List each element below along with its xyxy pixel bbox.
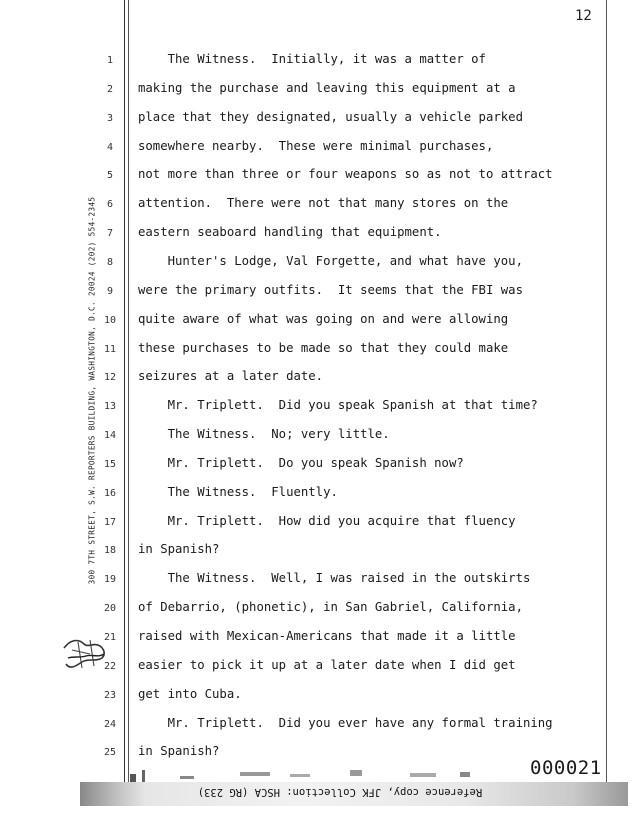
line-number: 9 xyxy=(106,285,114,297)
transcript-line: eastern seaboard handling that equipment. xyxy=(138,225,442,240)
line-number: 16 xyxy=(103,487,117,499)
line-number: 10 xyxy=(103,314,117,326)
transcript-line: place that they designated, usually a vehicle parked xyxy=(138,109,523,124)
line-number: 15 xyxy=(103,458,117,470)
line-number: 23 xyxy=(103,689,117,701)
transcript-line: somewhere nearby. These were minimal purchases, xyxy=(138,138,494,153)
transcript-line: in Spanish? xyxy=(138,744,220,759)
line-number: 14 xyxy=(103,430,117,442)
transcript-line: Hunter's Lodge, Val Forgette, and what have you, xyxy=(138,253,523,268)
line-number: 21 xyxy=(103,632,117,643)
reporter-address-text: 300 7TH STREET, S.W. REPORTERS BUILDING, WASHINGTON, D.C. 20024 (202) 554-2345 xyxy=(87,196,97,584)
transcript-line: quite aware of what was going on and were allowing xyxy=(138,311,509,326)
transcript-line: Mr. Triplett. Did you speak Spanish at that time? xyxy=(138,398,538,413)
document-id: 000021 xyxy=(530,757,602,779)
line-number: 12 xyxy=(103,372,117,384)
transcript-line: Mr. Triplett. Do you speak Spanish now? xyxy=(138,455,464,470)
transcript-line: in Spanish? xyxy=(138,542,220,557)
transcript-line: were the primary outfits. It seems that the FBI was xyxy=(138,282,523,297)
page-number: 12 xyxy=(575,8,592,24)
line-number: 20 xyxy=(103,603,117,615)
transcript-line: seizures at a later date. xyxy=(138,369,324,384)
left-margin-rule xyxy=(124,0,129,800)
transcript-line: attention. There were not that many stores on the xyxy=(138,196,509,211)
transcript-line: The Witness. Well, I was raised in the outskirts xyxy=(138,571,531,586)
line-number: 18 xyxy=(103,545,117,557)
line-number: 8 xyxy=(106,256,114,268)
transcript-line: these purchases to be made so that they could make xyxy=(138,340,509,355)
line-number: 17 xyxy=(103,516,117,528)
transcript-line: get into Cuba. xyxy=(138,686,242,701)
line-number: 3 xyxy=(106,112,114,124)
line-number: 2 xyxy=(106,83,114,95)
reference-copy-note: Reference copy, JFK Collection: HSCA (RG 233) xyxy=(197,786,483,798)
line-number: 25 xyxy=(103,747,117,759)
transcript-line: Mr. Triplett. Did you ever have any formal training xyxy=(138,715,553,730)
transcript-line: Mr. Triplett. How did you acquire that fluency xyxy=(138,513,516,528)
line-number: 19 xyxy=(103,574,117,586)
line-number: 22 xyxy=(103,660,117,672)
transcript-line: easier to pick it up at a later date when I did get xyxy=(138,657,516,672)
line-number: 4 xyxy=(106,141,114,153)
line-number: 6 xyxy=(106,199,114,211)
right-margin-rule xyxy=(606,0,607,790)
transcript-line: raised with Mexican-Americans that made it a little xyxy=(138,629,516,643)
line-number: 24 xyxy=(103,718,117,730)
line-number: 5 xyxy=(106,170,114,182)
transcript-line: of Debarrio, (phonetic), in San Gabriel, California, xyxy=(138,600,523,615)
line-number: 1 xyxy=(106,55,114,66)
transcript-line: The Witness. Fluently. xyxy=(138,484,338,499)
line-number: 7 xyxy=(106,228,114,240)
transcript-line: making the purchase and leaving this equipment at a xyxy=(138,80,516,95)
transcript-line: The Witness. Initially, it was a matter of xyxy=(138,52,486,66)
transcript-line: The Witness. No; very little. xyxy=(138,427,390,442)
line-number: 13 xyxy=(103,401,117,413)
transcript-line: not more than three or four weapons so as not to attract xyxy=(138,167,553,182)
line-number: 11 xyxy=(103,343,117,355)
